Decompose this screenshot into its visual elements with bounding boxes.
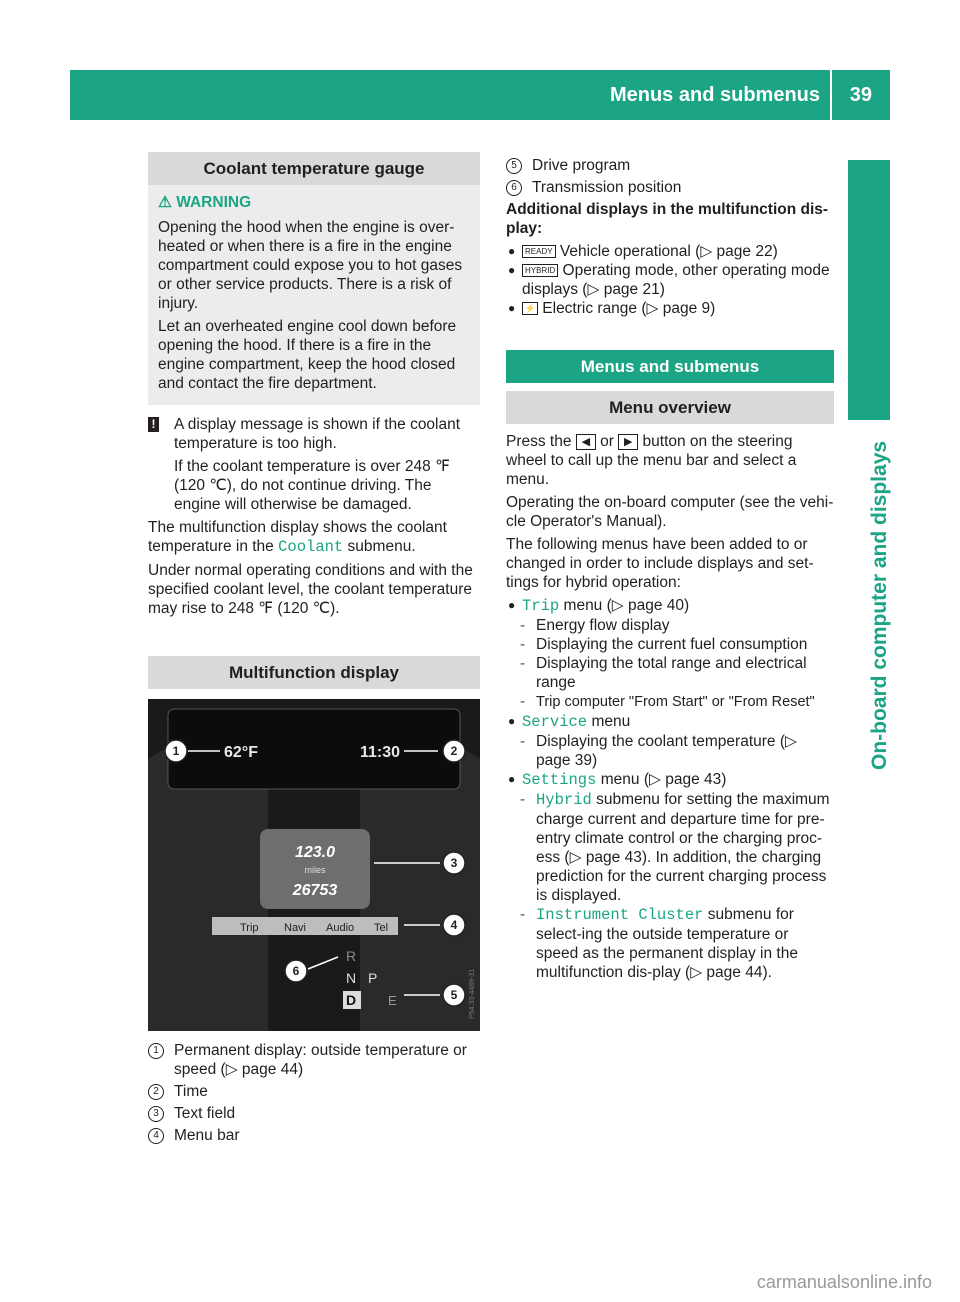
warning-box bbox=[148, 185, 480, 405]
note bbox=[148, 415, 480, 514]
sub-item: - Displaying the total range and electrical range bbox=[520, 655, 807, 691]
right-column bbox=[506, 156, 834, 982]
additional-item-ready: ● READY Vehicle operational (▷ page 22) bbox=[508, 243, 778, 260]
note-text-1: A display message is shown if the coolant temperature is too high. bbox=[174, 416, 461, 452]
menu-audio: Audio bbox=[326, 922, 355, 934]
section-title-multifunction: Multifunction display bbox=[148, 656, 480, 689]
warning-heading bbox=[158, 193, 472, 212]
steering-paragraph: Press the ◀ or ▶ button on the steering wheel to call up the menu bar and select a menu. bbox=[506, 433, 797, 488]
service-menu-item: ● Service menu bbox=[508, 713, 631, 731]
legend-item: 5 Drive program bbox=[506, 156, 834, 175]
display-temp: 62°F bbox=[224, 744, 258, 761]
coolant-code: Coolant bbox=[278, 538, 344, 556]
additional-item-hybrid: ● HYBRID Operating mode, other operating mode displays (▷ page 21) bbox=[508, 262, 830, 298]
additional-item-electric: ● ⚡ Electric range (▷ page 9) bbox=[508, 300, 716, 317]
display-unit: miles bbox=[304, 865, 326, 875]
callout-6: 6 bbox=[292, 964, 300, 978]
warning-triangle-icon: ⚠ bbox=[158, 194, 172, 211]
menu-navi: Navi bbox=[284, 922, 307, 934]
callout-3: 3 bbox=[450, 856, 458, 870]
electric-range-icon: ⚡ bbox=[522, 302, 538, 315]
warning-text-1: Opening the hood when the engine is over-heated or when there is a fire in the engine compartment could expose you to hot gases or other service products. There is a risk of injury. bbox=[158, 219, 463, 312]
gear-d: D bbox=[346, 992, 357, 1008]
ready-icon: READY bbox=[522, 245, 556, 258]
display-value2: 26753 bbox=[292, 882, 338, 899]
legend-item: 6 Transmission position bbox=[506, 178, 834, 197]
gear-n: N bbox=[346, 970, 357, 986]
sub-item: - Displaying the coolant temperature (▷ page 39) bbox=[520, 733, 797, 769]
menu-trip: Trip bbox=[240, 922, 259, 934]
warning-label: WARNING bbox=[176, 194, 252, 211]
legend-item: 1 Permanent display: outside temperature or speed (▷ page 44) bbox=[148, 1041, 480, 1079]
exclamation-icon: ! bbox=[148, 417, 159, 432]
sub-item: - Energy flow display bbox=[520, 617, 670, 634]
left-arrow-button-icon: ◀ bbox=[576, 434, 596, 450]
side-tab bbox=[848, 430, 890, 770]
sub-item: - Hybrid submenu for setting the maximum charge current and departure time for pre-entry climate control or the charging proc-ess (▷ page 43). In addition, the charging prediction for the current charging process is displayed. bbox=[520, 791, 830, 904]
page-number: 39 bbox=[849, 84, 872, 106]
section-title-coolant: Coolant temperature gauge bbox=[148, 152, 480, 185]
header-separator bbox=[830, 70, 832, 120]
settings-menu-item: ● Settings menu (▷ page 43) bbox=[508, 771, 727, 789]
legend-item: 2 Time bbox=[148, 1082, 480, 1101]
legend-item: 3 Text field bbox=[148, 1104, 480, 1123]
image-reference: P54.33-4489-31 bbox=[469, 968, 476, 1019]
gear-p: P bbox=[368, 970, 378, 986]
body-paragraph-1: The multifunction display shows the coolant temperature in the Coolant submenu. bbox=[148, 519, 447, 556]
warning-text-2: Let an overheated engine cool down before opening the hood. If there is a fire in the engine compartment, keep the hood closed and contact the fire department. bbox=[158, 318, 457, 392]
right-arrow-button-icon: ▶ bbox=[618, 434, 638, 450]
body-paragraph-2: Under normal operating conditions and with the specified coolant level, the coolant temperature may rise to 248 ℉ (120 ℃). bbox=[148, 562, 473, 617]
menus-intro: The following menus have been added to or changed in order to include displays and set-tings for hybrid operation: bbox=[506, 536, 814, 591]
hybrid-icon: HYBRID bbox=[522, 264, 558, 277]
left-column bbox=[148, 152, 480, 1148]
gear-e: E bbox=[388, 993, 397, 1008]
display-time: 11:30 bbox=[360, 744, 401, 761]
legend-item: 4 Menu bar bbox=[148, 1126, 480, 1145]
sub-item: - Displaying the current fuel consumption bbox=[520, 636, 808, 653]
watermark: carmanualsonline.info bbox=[756, 1272, 932, 1292]
header-title: Menus and submenus bbox=[609, 84, 820, 106]
trip-menu-item: ● Trip menu (▷ page 40) bbox=[508, 597, 690, 615]
legend-list-left bbox=[148, 1041, 480, 1145]
multifunction-display-image bbox=[148, 699, 480, 1031]
callout-2: 2 bbox=[450, 744, 458, 758]
additional-displays-heading: Additional displays in the multifunction dis-play: bbox=[506, 201, 829, 237]
callout-1: 1 bbox=[172, 744, 180, 758]
menu-tel: Tel bbox=[374, 922, 389, 934]
sub-item: - Trip computer "From Start" or "From Reset" bbox=[520, 693, 815, 710]
page-header bbox=[70, 70, 890, 120]
callout-4: 4 bbox=[450, 918, 458, 932]
callout-5: 5 bbox=[450, 988, 458, 1002]
side-tab-marker bbox=[848, 160, 890, 420]
gear-r: R bbox=[346, 948, 357, 964]
subsection-title-overview: Menu overview bbox=[506, 391, 834, 424]
side-tab-label: On-board computer and displays bbox=[868, 440, 891, 770]
note-text-2: If the coolant temperature is over 248 ℉ (120 ℃), do not continue driving. The engine will otherwise be damaged. bbox=[174, 458, 450, 513]
display-value1: 123.0 bbox=[294, 844, 336, 861]
section-title-menus: Menus and submenus bbox=[506, 350, 834, 383]
operating-paragraph: Operating the on-board computer (see the vehi-cle Operator's Manual). bbox=[506, 494, 834, 530]
sub-item: - Instrument Cluster submenu for select-ing the outside temperature or speed as the permanent display in the multifunction dis-play (▷ page 44). bbox=[520, 906, 798, 981]
